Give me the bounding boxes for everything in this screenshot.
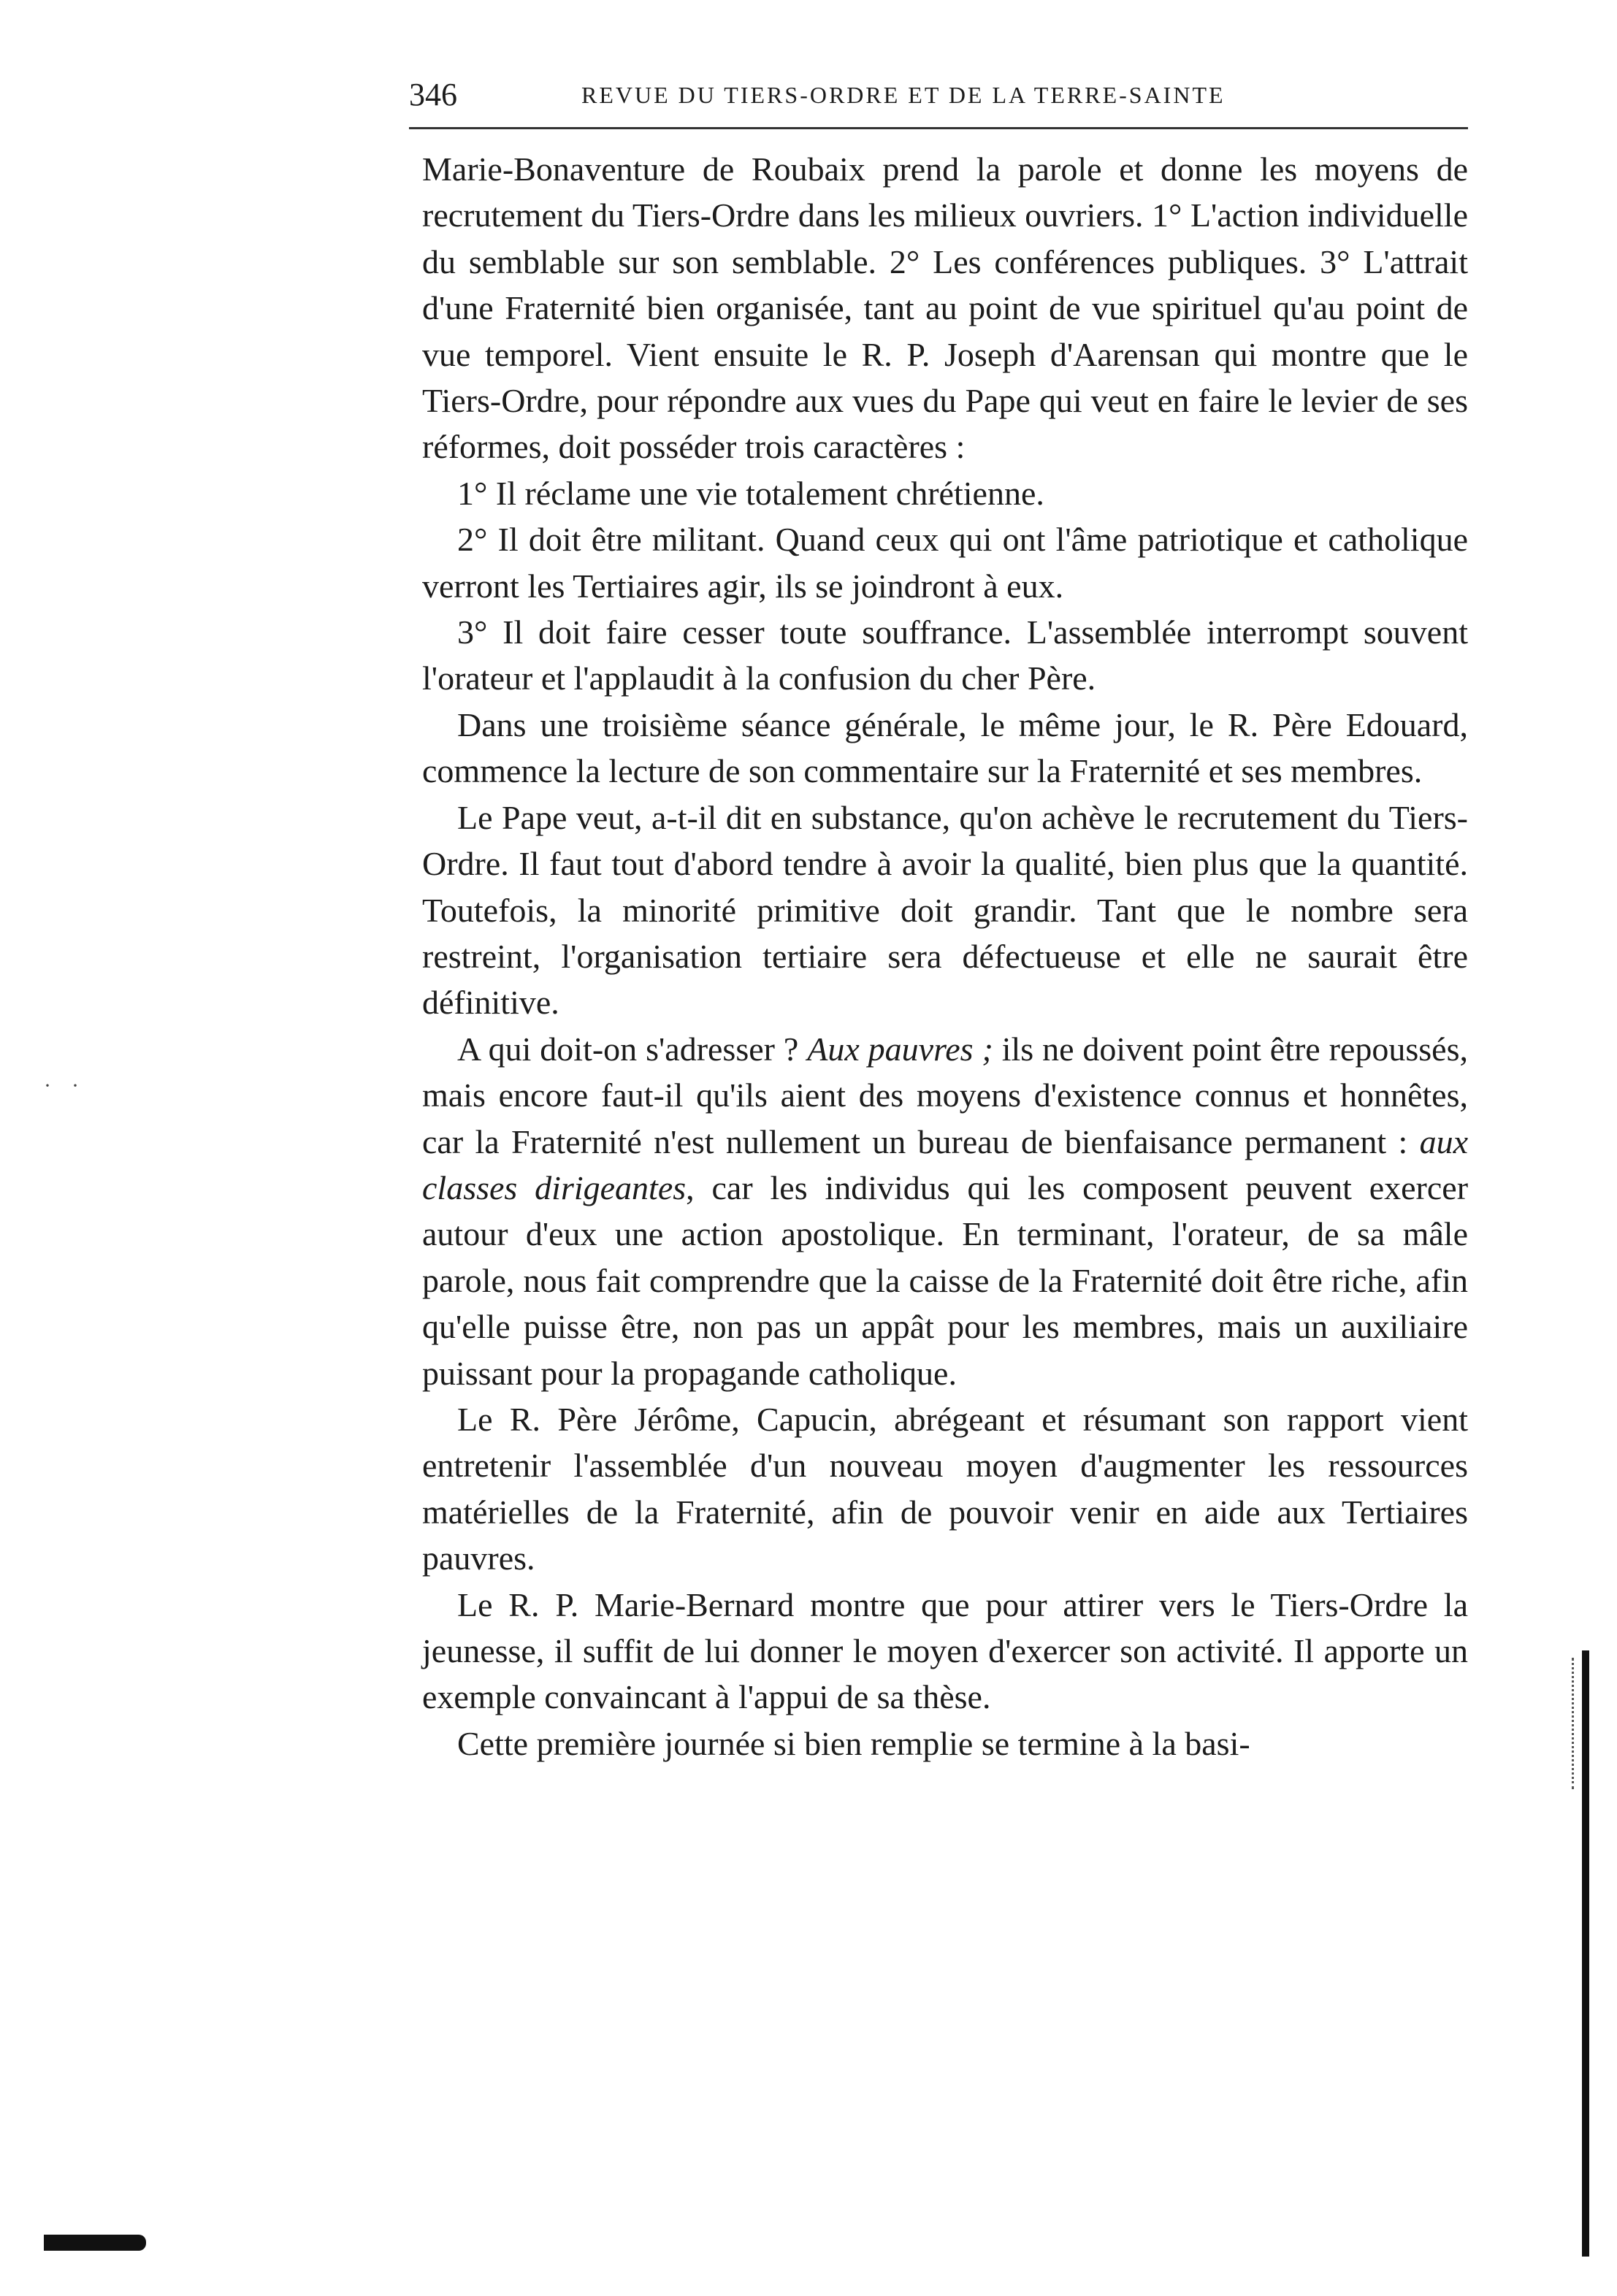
margin-dots: ··	[44, 1074, 99, 1098]
paragraph-third-session: Dans une troisième séance générale, le même jour, le R. Père Edouard, commence la lecture de son commentaire sur la Fraternité et ses membres.	[422, 705, 1468, 790]
list-item-2: 2° Il doit être militant. Quand ceux qui ont l'âme patriotique et catholique verront les Tertiaires agir, ils se joindront à eux.	[422, 521, 1468, 605]
paragraph-continued: Marie-Bonaventure de Roubaix prend la parole et donne les moyens de recrutement du Tiers-Ordre dans les milieux ouvriers. 1° L'action individuelle du semblable sur son semblable. 2° Les conférences publiques. 3° L'attrait d'une Fraternité bien organisée, tant au point de vue spirituel qu'au point de vue temporel. Vient ensuite le R. P. Joseph d'Aarensan qui montre que le Tiers-Ordre, pour répondre aux vues du Pape qui veut en faire le levier de ses réformes, doit posséder trois caractères :	[422, 150, 1468, 466]
text-segment: , car les individus qui les composent peuvent exercer autour d'eux une action apostolique. En terminant, l'orateur, de sa mâle parole, nous fait comprendre que la caisse de la Fraternité doit être riche, afin qu'elle puisse être, non pas un appât pour les membres, mais un auxiliaire puissant pour la propagande catholique.	[422, 1168, 1469, 1392]
text-segment: ils ne doivent point être repoussés, mais encore faut-il qu'ils aient des moyens d'existence connus et honnêtes, car la Fraternité n'est nullement un bureau de bienfaisance permanent :	[422, 1030, 1468, 1160]
emphasis-classes-dirigeantes: aux classes dirigeantes	[422, 1122, 1468, 1206]
paragraph-pere-jerome: Le R. Père Jérôme, Capucin, abrégeant et résumant son rapport vient entretenir l'assemblée d'un nouveau moyen d'augmenter les ressources matérielles de la Fraternité, afin de pouvoir venir en aide aux Tertiaires pauvres.	[422, 1400, 1468, 1577]
scan-edge-ticks	[1572, 1658, 1577, 1789]
page-number: 346	[409, 77, 457, 112]
paragraph-first-day-end: Cette première journée si bien remplie se termine à la basi-	[457, 1724, 1250, 1762]
list-item-3: 3° Il doit faire cesser toute souffrance. L'assemblée interrompt souvent l'orateur et l'applaudit à la confusion du cher Père.	[422, 613, 1468, 697]
text-segment: A qui doit-on s'adresser ?	[457, 1030, 808, 1068]
scan-edge-mark	[44, 2235, 146, 2251]
emphasis-aux-pauvres: Aux pauvres ;	[807, 1030, 993, 1068]
body-text	[422, 146, 1468, 1767]
page-header	[409, 73, 1468, 131]
list-item-1: 1° Il réclame une vie totalement chrétienne.	[457, 474, 1044, 512]
scan-edge-bar	[1582, 1650, 1589, 2257]
header-rule	[409, 127, 1468, 129]
paragraph-pope-recruitment: Le Pape veut, a-t-il dit en substance, qu'on achève le recrutement du Tiers-Ordre. Il faut tout d'abord tendre à avoir la qualité, bien plus que la quantité. Toutefois, la minorité primitive doit grandir. Tant que le nombre sera restreint, l'organisation tertiaire sera défectueuse et elle ne saurait être définitive.	[422, 798, 1468, 1022]
paragraph-marie-bernard: Le R. P. Marie-Bernard montre que pour attirer vers le Tiers-Ordre la jeunesse, il suffit de lui donner le moyen d'exercer son activité. Il apporte un exemple convaincant à l'appui de sa thèse.	[422, 1585, 1468, 1716]
running-title: REVUE DU TIERS-ORDRE ET DE LA TERRE-SAINTE	[581, 82, 1226, 108]
paragraph-to-whom	[422, 1026, 1468, 1396]
